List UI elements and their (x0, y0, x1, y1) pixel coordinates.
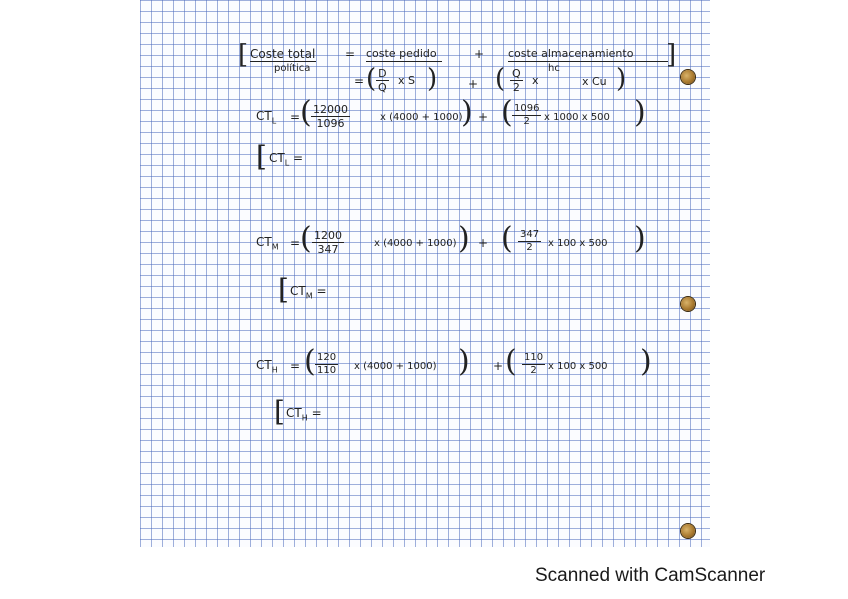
header-underline-1 (250, 61, 316, 62)
ctl-lhs: $CT_L$ (256, 109, 277, 126)
ctm-frac1-num: 1200 (314, 229, 342, 242)
cth-frac1-num: 120 (317, 352, 337, 363)
close-bracket-header: ] (666, 40, 677, 70)
ctl-paren-open-1: ( (300, 95, 312, 130)
ctm-eq: = (290, 236, 301, 250)
cth-frac2-den: 2 (530, 365, 537, 376)
ctl-fraction-1 (311, 104, 350, 129)
ctm-lhs: $CT_M$ (256, 235, 279, 252)
header-coste-total: Coste total (250, 47, 316, 61)
ctm-result: $CT_M$ = (290, 284, 327, 301)
header-coste-pedido: coste pedido (366, 47, 437, 60)
ctl-frac2-den: 2 (523, 116, 530, 127)
ctm-frac2-num: 347 (520, 229, 540, 240)
ctl-frac1-num: 12000 (313, 103, 348, 116)
cth-paren-open-2: ( (505, 344, 517, 379)
ctl-result: $CT_L$ = (269, 151, 304, 168)
cth-lhs: $CT_H$ (256, 358, 278, 375)
ctl-plus: + (478, 110, 489, 124)
ctl-paren-open-2: ( (501, 95, 513, 130)
header-times-cu: x Cu (582, 75, 607, 88)
ctm-result-bracket: [ (278, 273, 289, 306)
header-politica: política (274, 63, 311, 74)
ctm-frac2-den: 2 (526, 242, 533, 253)
ctl-fraction-2 (512, 104, 541, 127)
header-eq-1: = (345, 47, 356, 61)
header-paren-close-1: ) (427, 64, 438, 94)
header-times-s: x S (398, 74, 415, 87)
header-frac-d: D (378, 67, 387, 80)
header-frac-q: Q (378, 81, 387, 94)
ctl-frac2-num: 1096 (514, 103, 540, 114)
header-plus-2: + (468, 77, 479, 91)
header-times: x (532, 74, 539, 87)
cth-result-bracket: [ (274, 395, 285, 428)
open-bracket-header: [ (238, 40, 249, 70)
binder-hole-top (681, 70, 695, 84)
header-paren-close-2: ) (616, 64, 627, 94)
header-fraction-d-q (376, 68, 389, 93)
ctm-paren-open-2: ( (501, 221, 513, 256)
binder-hole-middle (681, 297, 695, 311)
cth-plus: + (493, 359, 504, 373)
header-hc: hc (548, 63, 560, 74)
ctm-fraction-1 (312, 230, 344, 255)
ctm-paren-close-1: ) (458, 221, 470, 256)
header-fraction-q-2 (510, 68, 523, 93)
cth-result: $CT_H$ = (286, 406, 322, 423)
cth-paren-close-1: ) (458, 344, 470, 379)
header-paren-open-1: ( (366, 64, 377, 94)
ctm-mult-1: x (4000 + 1000) (374, 238, 457, 249)
ctl-paren-close-1: ) (461, 95, 473, 130)
header-eq-2: = (354, 74, 365, 88)
ctl-mult-1: x (4000 + 1000) (380, 112, 463, 123)
ctl-eq: = (290, 110, 301, 124)
header-underline-3 (508, 61, 668, 62)
cth-fraction-2 (522, 353, 545, 376)
ctl-mult-2: x 1000 x 500 (544, 112, 610, 123)
header-plus-1: + (474, 47, 485, 61)
header-frac-q2: Q (512, 67, 521, 80)
cth-paren-close-2: ) (640, 344, 652, 379)
ctm-paren-close-2: ) (634, 221, 646, 256)
ctm-fraction-2 (518, 230, 541, 253)
ctl-frac1-den: 1096 (316, 117, 345, 130)
ctl-paren-close-2: ) (634, 95, 646, 130)
ctm-mult-2: x 100 x 500 (548, 238, 608, 249)
cth-frac2-num: 110 (524, 352, 544, 363)
cth-mult-1: x (4000 + 1000) (354, 361, 437, 372)
cth-paren-open-1: ( (304, 344, 316, 379)
header-frac-2: 2 (512, 81, 520, 94)
ctm-plus: + (478, 236, 489, 250)
graph-paper-sheet (140, 0, 710, 547)
binder-hole-bottom (681, 524, 695, 538)
cth-fraction-1 (315, 353, 338, 376)
camscanner-watermark: Scanned with CamScanner (535, 565, 766, 586)
ctm-frac1-den: 347 (317, 243, 339, 256)
ctm-paren-open-1: ( (300, 221, 312, 256)
cth-eq: = (290, 359, 301, 373)
ctl-result-bracket: [ (256, 140, 267, 173)
header-underline-2 (366, 61, 442, 62)
cth-frac1-den: 110 (317, 365, 337, 376)
header-coste-almacenamiento: coste almacenamiento (508, 47, 634, 60)
header-paren-open-2: ( (495, 64, 506, 94)
cth-mult-2: x 100 x 500 (548, 361, 608, 372)
